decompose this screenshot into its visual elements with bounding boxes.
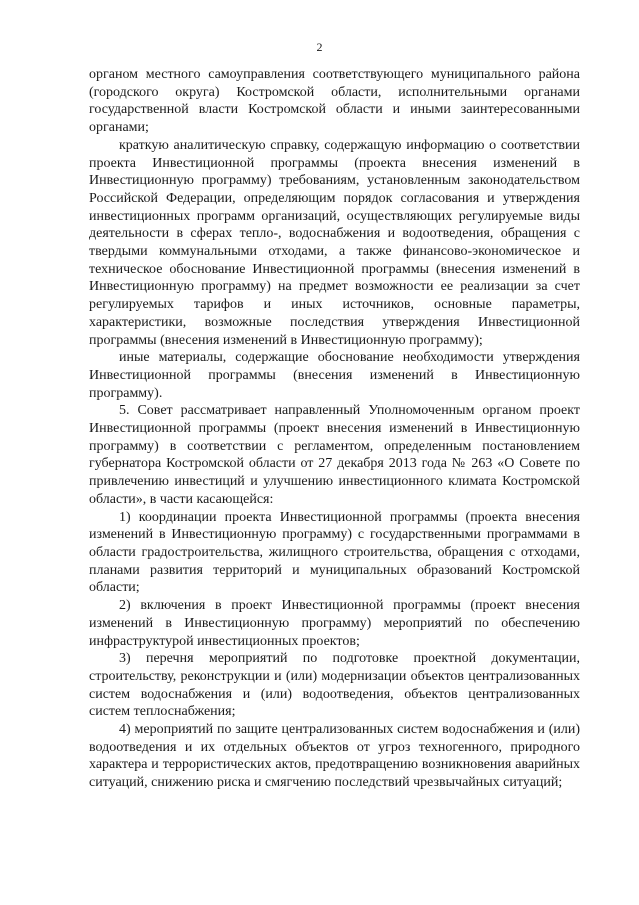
list-item-1: 1) координации проекта Инвестиционной программы (проекта внесения изменений в Инвестиционную программу) с государственными программами в области градостроительства, жилищного строительства, обращения с отходами, планами развития территорий и муниципальных образований Костромской области;	[89, 509, 580, 596]
document-body	[89, 66, 580, 792]
list-item-4: 4) мероприятий по защите централизованных систем водоснабжения и (или) водоотведения и их отдельных объектов от угроз техногенного, природного характера и террористических актов, предотвращению возникновения аварийных ситуаций, снижению риска и смягчению последствий чрезвычайных ситуаций;	[89, 722, 580, 791]
list-item-3: 3) перечня мероприятий по подготовке проектной документации, строительству, реконструкции и (или) модернизации объектов централизованных систем водоснабжения и (или) водоотведения, объектов централизованных систем теплоснабжения;	[89, 651, 580, 720]
paragraph-clause-5: 5. Совет рассматривает направленный Уполномоченным органом проект Инвестиционной программы (проект внесения изменений в Инвестиционную программу) в соответствии с регламентом, определенным постановлением губернатора Костромской области от 27 декабря 2013 года № 263 «О Совете по привлечению инвестиций и улучшению инвестиционного климата Костромской области», в части касающейся:	[89, 403, 580, 507]
paragraph-other-materials: иные материалы, содержащие обоснование необходимости утверждения Инвестиционной программы (внесения изменений в Инвестиционную программу).	[89, 350, 580, 401]
paragraph-analytic-note: краткую аналитическую справку, содержащую информацию о соответствии проекта Инвестиционной программы (проекта внесения изменений в Инвестиционную программу) требованиям, установленным законодательством Российской Федерации, определяющим порядок согласования и утверждения инвестиционных программ организаций, осуществляющих регулируемые виды деятельности в сферах тепло-, водоснабжения и водоотведения, обращения с твердыми коммунальными отходами, а также финансово-экономическое и техническое обоснование Инвестиционной программы (внесения изменений в Инвестиционную программу) на предмет возможности ее реализации за счет регулируемых тарифов и иных источников, основные параметры, характеристики, возможные последствия утверждения Инвестиционной программы (внесения изменений в Инвестиционную программу);	[89, 137, 580, 348]
page-number: 2	[316, 40, 323, 54]
list-item-2: 2) включения в проект Инвестиционной программы (проект внесения изменений в Инвестиционную программу) мероприятий по обеспечению инфраструктурой инвестиционных проектов;	[89, 598, 580, 649]
paragraph-continuation: органом местного самоуправления соответствующего муниципального района (городского округа) Костромской области, исполнительными органами государственной власти Костромской области и иными заинтересованными органами;	[89, 67, 580, 136]
